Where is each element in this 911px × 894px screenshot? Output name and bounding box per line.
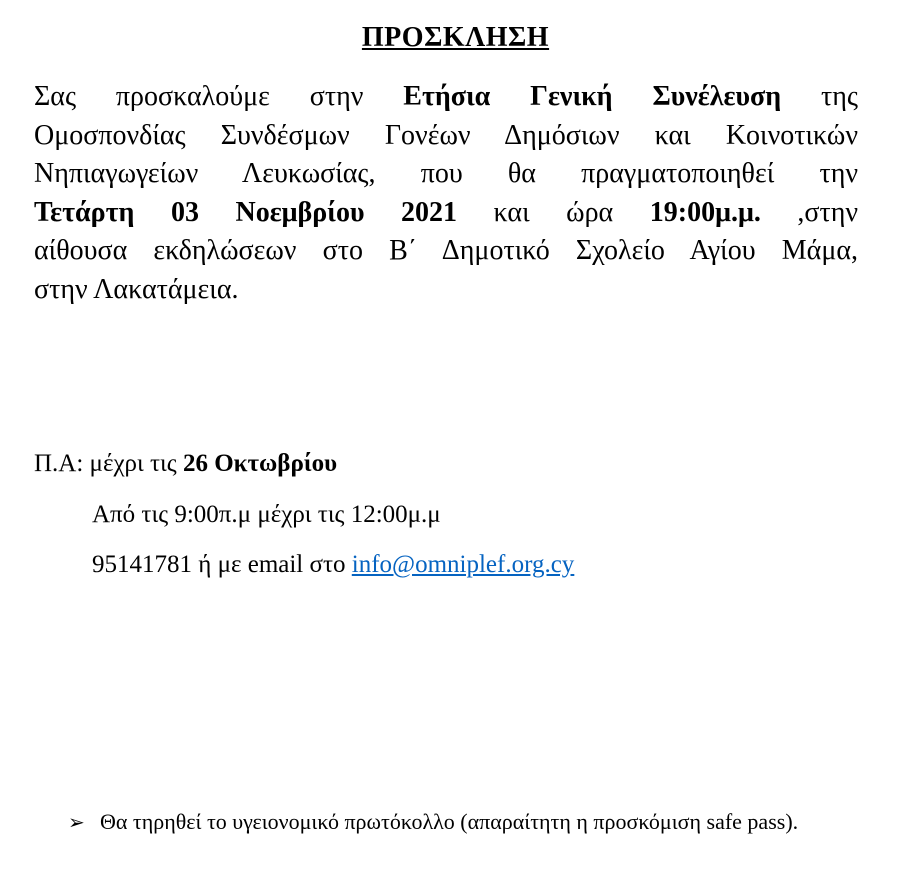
rsvp-deadline: Π.Α: μέχρι τις 26 Οκτωβρίου [34, 450, 338, 477]
event-time: 19:00μ.μ. [649, 196, 761, 228]
health-protocol-text: Θα τηρηθεί το υγειονομικό πρωτόκολλο (απαραίτητη η προσκόμιση safe pass). [100, 809, 799, 834]
invitation-line-6: στην Λακατάμεια. [34, 273, 239, 305]
email-link[interactable]: info@omniplef.org.cy [351, 551, 575, 578]
rsvp-hours: Από τις 9:00π.μ μέχρι τις 12:00μ.μ [92, 501, 441, 528]
arrow-bullet-icon: ➢ [68, 810, 85, 834]
event-date: Τετάρτη 03 Νοεμβρίου 2021 [34, 196, 458, 228]
event-name: Ετήσια Γενική Συνέλευση [403, 81, 782, 112]
rsvp-contact: 95141781 ή με email στο info@omniplef.org.cy [92, 551, 575, 578]
invitation-line-2: Ομοσπονδίας Συνδέσμων Γονέων Δημόσιων και Κοινοτικών [34, 119, 858, 151]
invitation-line-4: Τετάρτη 03 Νοεμβρίου 2021 και ώρα 19:00μ.μ. ,στην [34, 196, 859, 228]
invitation-line-5: αίθουσα εκδηλώσεων στο Β΄ Δημοτικό Σχολείο Αγίου Μάμα, [34, 235, 858, 266]
health-protocol-note [68, 806, 858, 838]
rsvp-deadline-date: 26 Οκτωβρίου [182, 450, 338, 477]
invitation-line-1: Σας προσκαλούμε στην Ετήσια Γενική Συνέλευση της [34, 81, 858, 112]
page-title: ΠΡΟΣΚΛΗΣΗ [361, 22, 550, 53]
invitation-line-3: Νηπιαγωγείων Λευκωσίας, που θα πραγματοποιηθεί την [34, 158, 858, 189]
invitation-paragraph [34, 78, 858, 309]
